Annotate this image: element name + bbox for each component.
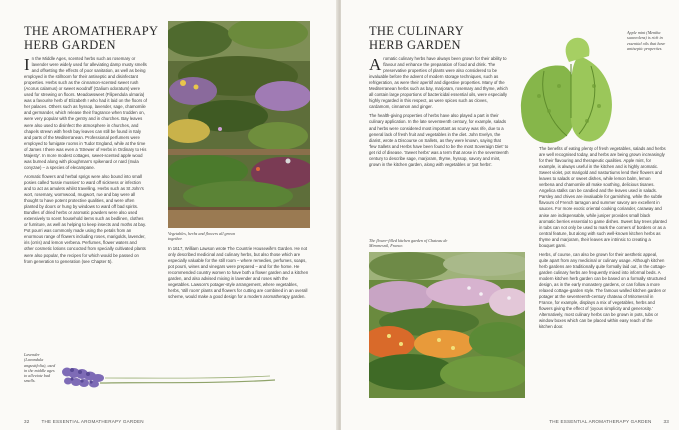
caption-potager: The flower-filled kitchen garden of Chateau de Miromesnil, France. (369, 238, 448, 249)
garden-photo (168, 21, 310, 228)
left-title-line1: THE AROMATHERAPY (24, 24, 159, 38)
left-col1-para1 (24, 56, 147, 171)
caption-garden: Vegetables, herbs and flowers all grown together. (168, 231, 236, 242)
left-col1-para1-text: n the Middle Ages, scented herbs such as rosemary or lavender were widely used for alleviating damp musty smells and offsetting the effects of poor sanitation, as well as being employed in the stillroom for their antiseptic and disinfectant properties. Herbs such as the cinnamon-scented sweet rush (Acorus calamus) or sweet woodruff (Galium odoratum) were used for strewing on floors. Meadowsweet (Filipendula ulmaria) was a favourite herb of Elizabeth I who had it laid on the floors of her palaces. Others such as hyssop, lavender, sage, chamomile and germander, which release their fragrance when trodden on, were very popular with the gentry and in churches. Bay leaves were also used to disinfect the atmosphere in churches, and chapels strewn with fresh bay leaves can still be found in Italy and parts of the Mediterranean. Professional perfumers were employed to fumigate rooms in Tudor England, while at the time of James I there was even a 'Strewer of Herbs in Ordinary to His Majesty'. In more modest cottages, sweet-scented apple wood was burned along with ploughman's spikenard or nard (Inula conyzae) – a species of elecampane. (24, 56, 147, 170)
right-column-2 (539, 146, 667, 398)
right-title-line2: HERB GARDEN (369, 38, 461, 52)
left-col1-para2: Aromatic flowers and herbal sprigs were also bound into small posies called 'tussie mussies' to ward off sickness or infection and to act as amulets whilst travelling. Herbs such as St John's wort, rosemary, wormwood, mugwort, rue and bay were all thought to have potent protective qualities, and were often planted by doors or hung by windows to ward off bad spirits. Bundles of dried herbs or aromatic powders were also used extensively to scent household items such as bedlinen, clothes or furniture, as well as helping to keep insects and moths at bay. Pot pourri was commonly made using the petals from an enormous range of flowers including roses, marigolds, lavender, iris (orris) and lemon verbena. Perfumes, flower waters and other cosmetic lotions concocted from specially cultivated plants were also popular, the recipes for which would be passed on from generation to generation (see Chapter 5). (24, 173, 146, 264)
right-page-number: 33 (663, 419, 669, 424)
right-dropcap: A (369, 56, 382, 74)
left-page-title (24, 24, 158, 52)
left-title-line2: HERB GARDEN (24, 38, 116, 52)
right-page-title (369, 24, 464, 52)
caption-lavender: Lavender (Lavandula angustifolia), used in the middle ages to alleviate bad smells. (24, 352, 56, 384)
right-col1-para2: The health-giving properties of herbs have also played a part in their culinary application. In the late seventeenth century, for example, salads and herbs were considered most important as scurvy was rife, due to a general lack of fresh fruit and vegetables in the diet. John Evelyn, the diarist, wrote a Discourse on Sallets, as they were known, saying that 'few Sallets and Herbs have been found to be the most Soveraign Diet' to get rid of disease. 'Sweet herbs' was a term that arose in the seventeenth century to describe sage, marjoram, thyme, hyssop, savory and mint, grown in the kitchen garden, along with vegetables or 'pot herbs'. (369, 113, 509, 167)
right-col1-para1-text: romatic culinary herbs have always been grown for their ability to flavour and enhance the preparation of food and drink. The preservative properties of plants were also considered to be invaluable before the advent of modern storage techniques, such as refrigeration, as were their aperitif and digestive properties. Many of the Mediterranean herbs such as bay, marjoram, rosemary and thyme, which all contain large proportions of bactericidal essential oils, were especially highly regarded in this respect, as were spices such as cloves, cardamom, cinnamon and ginger. (369, 56, 508, 110)
left-folio (24, 419, 144, 424)
right-folio (549, 419, 669, 424)
right-col2-para2: Herbs, of course, can also be grown for their aesthetic appeal, quite apart from any medicinal or culinary usage. Although kitchen herb gardens are traditionally quite formally laid out, in the cottage-garden culinary herbs are frequently mixed into informal beds. A modern kitchen herb garden can be based on a formally structured design, as in the early monastery gardens, or can follow a more relaxed cottage-garden style. The famous walled kitchen garden or potager at the seventeenth-century chateau of Miromesnil in France, for example, displays a mix of vegetables, herbs and flowers giving the effect of 'joyous simplicity and generosity.' Alternatively, most culinary herbs can be grown in pots, tubs or window boxes which can be placed within easy reach of the kitchen door. (539, 251, 667, 330)
right-column-1 (369, 56, 509, 236)
potager-photo (369, 252, 525, 398)
apple-mint-illustration (509, 26, 619, 154)
left-dropcap: I (24, 56, 30, 74)
lavender-illustration (60, 348, 280, 398)
left-column-1 (24, 56, 147, 396)
left-column-2 (168, 246, 310, 356)
right-title-line1: THE CULINARY (369, 24, 464, 38)
right-page (341, 0, 679, 430)
right-col2-para1: The benefits of eating plenty of fresh vegetables, salads and herbs are well recognised today, and herbs are being grown increasingly for their flavouring and therapeutic qualities. Apple mint, for example, is always useful in the kitchen and is highly aromatic. Sweet violet, pot marigold and nasturtiums lend their flowers and leaves to salads or sweet dishes, while lemon balm, lemon verbena and chamomile all make soothing, delicious tisanes. Angelica stalks can be candied and the leaves used in salads. Parsley and chives are invaluable for garnishing, while the subtle flavours of French tarragon and summer savory are excellent in sauces. For more exotic oriental cooking coriander, caraway and anise are indispensable, while juniper provides small black aromatic berries essential to game dishes. Sweet bay trees planted in tubs can not only be used to mark the corners of borders or as a central feature, but along with such well-known kitchen herbs as thyme and marjoram, their leaves are intrinsic to creating a bouquet garni. (539, 146, 667, 248)
left-running-title: THE ESSENTIAL AROMATHERAPY GARDEN (41, 419, 144, 424)
right-running-title: THE ESSENTIAL AROMATHERAPY GARDEN (549, 419, 652, 424)
left-col2-para1: In 1617, William Lawson wrote The Countrie Housewife's Garden. He not only described medicinal and culinary herbs, but also those which are especially valuable for the still room – where remedies, perfumes, soaps, pot pourri, wines and vinegars were prepared – and for the home. He recommended country women to have both a flower garden and a kitchen garden, and also advised mixing in lavender and roses with the vegetables. Lawson's potager-style arrangement, where vegetables, herbs, 'still room' plants and flowers for cutting are combined in an overall scheme, would make a good design for a modern aromatherapy garden. (168, 246, 309, 300)
left-page-number: 32 (24, 419, 30, 424)
right-col1-para1 (369, 56, 509, 110)
caption-apple-mint: Apple mint (Mentha suaveolens) is rich in essential oils that have antiseptic properties. (627, 30, 666, 51)
left-page (0, 0, 338, 430)
